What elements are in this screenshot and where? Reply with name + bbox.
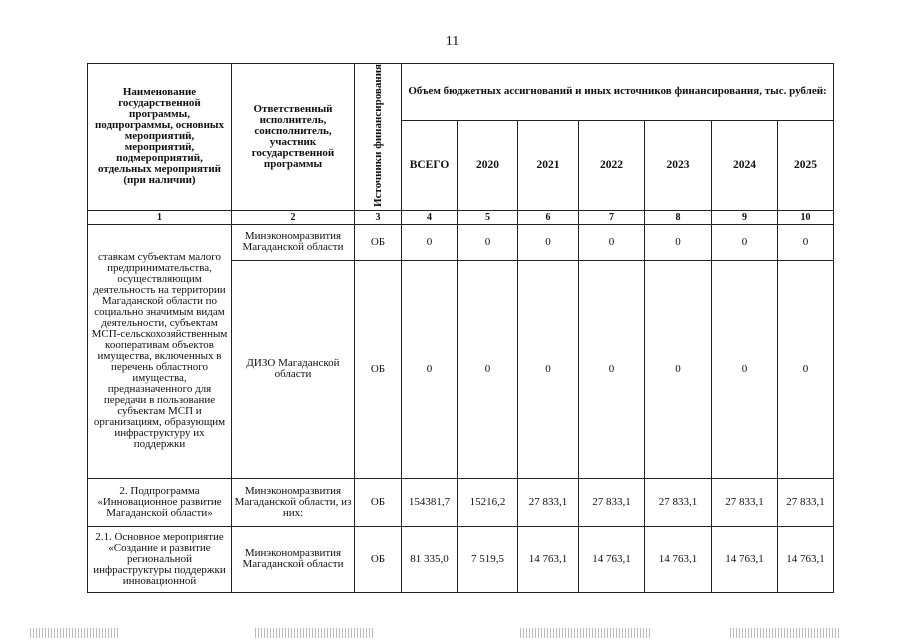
- source-cell: ОБ: [355, 260, 402, 478]
- value-cell: 154381,7: [402, 478, 458, 526]
- column-number-row: [88, 210, 834, 224]
- column-number: 1: [88, 210, 232, 224]
- column-number: 10: [778, 210, 834, 224]
- value-cell: 0: [712, 260, 778, 478]
- value-cell: 0: [402, 224, 458, 260]
- value-cell: 27 833,1: [579, 478, 645, 526]
- column-number: 9: [712, 210, 778, 224]
- responsible-cell: Минэкономразвития Магаданской области: [232, 224, 355, 260]
- page-number: 11: [445, 34, 460, 49]
- header-year: 2021: [518, 120, 579, 210]
- value-cell: 14 763,1: [645, 526, 712, 592]
- value-cell: 0: [458, 260, 518, 478]
- value-cell: 27 833,1: [778, 478, 834, 526]
- column-number: 8: [645, 210, 712, 224]
- header-total: ВСЕГО: [402, 120, 458, 210]
- column-number: 4: [402, 210, 458, 224]
- source-cell: ОБ: [355, 526, 402, 592]
- scan-noise: [30, 628, 120, 638]
- header-source-text: Источники финансирования: [371, 64, 384, 207]
- header-row-1: [88, 64, 834, 121]
- column-number: 2: [232, 210, 355, 224]
- value-cell: 0: [518, 224, 579, 260]
- header-volume: Объем бюджетных ассигнований и иных источников финансирования, тыс. рублей:: [402, 64, 834, 121]
- column-number: 5: [458, 210, 518, 224]
- value-cell: 27 833,1: [645, 478, 712, 526]
- responsible-cell: Минэкономразвития Магаданской области: [232, 526, 355, 592]
- value-cell: 27 833,1: [518, 478, 579, 526]
- source-cell: ОБ: [355, 224, 402, 260]
- value-cell: 0: [579, 224, 645, 260]
- value-cell: 0: [712, 224, 778, 260]
- value-cell: 14 763,1: [712, 526, 778, 592]
- header-source: [355, 64, 402, 211]
- value-cell: 14 763,1: [778, 526, 834, 592]
- header-year: 2023: [645, 120, 712, 210]
- value-cell: 0: [402, 260, 458, 478]
- column-number: 6: [518, 210, 579, 224]
- value-cell: 14 763,1: [579, 526, 645, 592]
- value-cell: 0: [778, 224, 834, 260]
- value-cell: 14 763,1: [518, 526, 579, 592]
- value-cell: 0: [579, 260, 645, 478]
- program-name-cell: 2. Подпрограмма «Инновационное развитие Магаданской области»: [88, 478, 232, 526]
- header-year: 2024: [712, 120, 778, 210]
- table-row: [88, 224, 834, 260]
- scan-noise: [255, 628, 375, 638]
- table-row: [88, 526, 834, 592]
- header-name: Наименование государственной программы, подпрограммы, основных мероприятий, мероприятий, подмероприятий, отдельных мероприятий (при наличии): [88, 64, 232, 211]
- value-cell: 15216,2: [458, 478, 518, 526]
- scan-noise: [730, 628, 840, 638]
- header-year: 2025: [778, 120, 834, 210]
- program-name-cell: 2.1. Основное мероприятие «Создание и развитие региональной инфраструктуры поддержки инновационной: [88, 526, 232, 592]
- column-number: 3: [355, 210, 402, 224]
- header-responsible: Ответственный исполнитель, соисполнитель, участник государственной программы: [232, 64, 355, 211]
- column-number: 7: [579, 210, 645, 224]
- header-year: 2020: [458, 120, 518, 210]
- program-name-cell: ставкам субъектам малого предпринимательства, осуществляющим деятельность на территории Магаданской области по социально значимым видам деятельности, субъектам МСП-сельскохозяйственным кооперативам объектов имущества, включенных в перечень областного имущества, предназначенного для передачи в пользование субъектам МСП и организациям, образующим инфраструктуру их поддержки: [88, 224, 232, 478]
- responsible-cell: ДИЗО Магаданской области: [232, 260, 355, 478]
- value-cell: 0: [458, 224, 518, 260]
- value-cell: 0: [778, 260, 834, 478]
- source-cell: ОБ: [355, 478, 402, 526]
- scan-noise: [520, 628, 650, 638]
- value-cell: 0: [645, 260, 712, 478]
- budget-table: [87, 63, 834, 593]
- value-cell: 7 519,5: [458, 526, 518, 592]
- responsible-cell: Минэкономразвития Магаданской области, из них:: [232, 478, 355, 526]
- value-cell: 81 335,0: [402, 526, 458, 592]
- table-row: [88, 478, 834, 526]
- value-cell: 0: [518, 260, 579, 478]
- header-year: 2022: [579, 120, 645, 210]
- value-cell: 0: [645, 224, 712, 260]
- value-cell: 27 833,1: [712, 478, 778, 526]
